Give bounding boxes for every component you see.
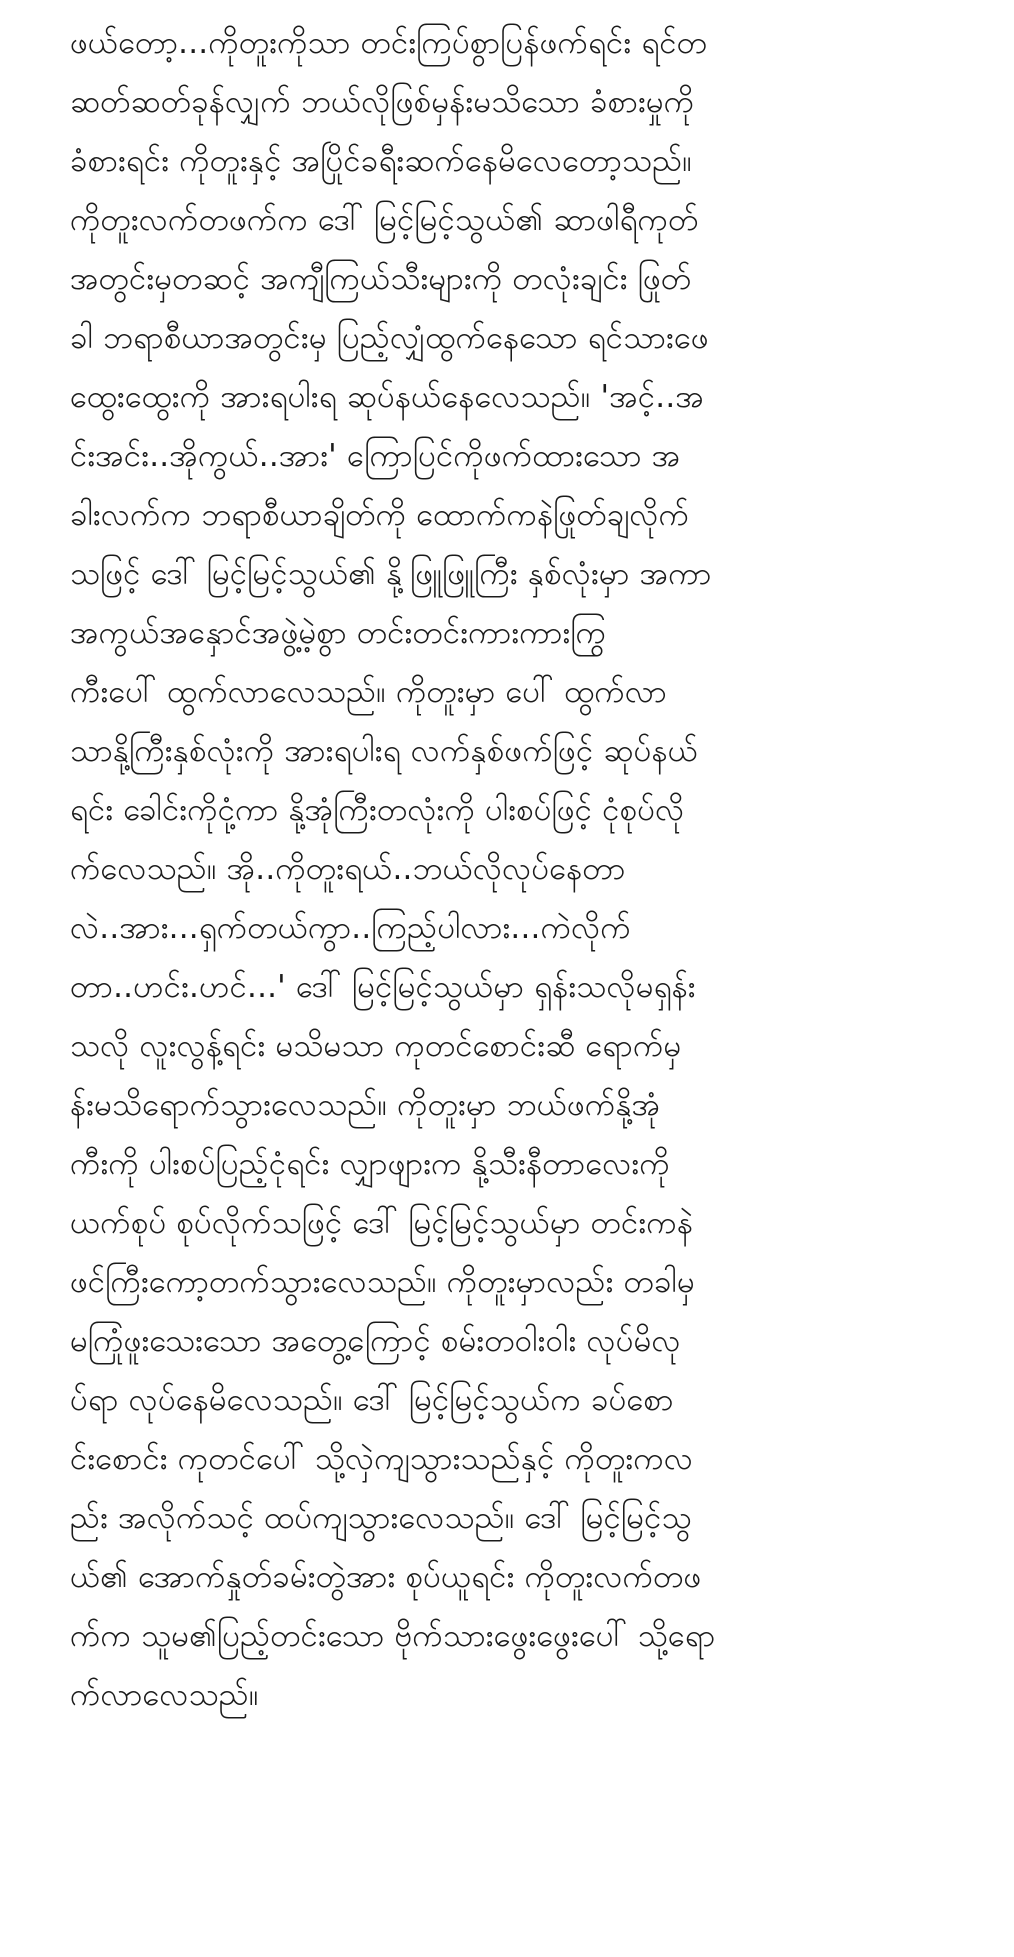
text-line: ထွေးထွေးကို အားရပါးရ ဆုပ်နယ်နေလေသည်။ 'အင့်..အ bbox=[70, 379, 705, 415]
text-line: ခါးလက်က ဘရာစီယာချိတ်ကို ထောက်ကနဲဖြုတ်ချလိုက် bbox=[70, 497, 690, 533]
text-line: ည်း အလိုက်သင့် ထပ်ကျသွားလေသည်။ ဒေါ် မြင့်မြင့်သွ bbox=[70, 1500, 692, 1536]
text-line: ယ်၏ အောက်နှုတ်ခမ်းတွဲအား စုပ်ယူရင်း ကိုတူးလက်တဖ bbox=[70, 1559, 702, 1595]
text-line: ရင်း ခေါင်းကိုငုံ့ကာ နို့အုံကြီးတလုံးကို ပါးစပ်ဖြင့် ငုံစုပ်လို bbox=[70, 792, 685, 828]
text-line: က်က သူမ၏ပြည့်တင်းသော ဗိုက်သားဖွေးဖွေးပေါ် သို့ရော bbox=[70, 1618, 716, 1654]
text-line: ဖယ်တော့...ကိုတူးကိုသာ တင်းကြပ်စွာပြန်ဖက်ရင်း ရင်တ bbox=[70, 25, 708, 61]
text-line: ကိုတူးလက်တဖက်က ဒေါ် မြင့်မြင့်သွယ်၏ ဆာဖါရီကုတ် bbox=[70, 202, 699, 238]
text-line: ဖင်ကြီးကော့တက်သွားလေသည်။ ကိုတူးမှာလည်း တခါမှ bbox=[70, 1264, 695, 1300]
text-line: သလို လူးလွန့်ရင်း မသိမသာ ကုတင်စောင်းဆီ ရောက်မှ bbox=[70, 1028, 682, 1064]
text-line: က်လာလေသည်။ bbox=[70, 1677, 259, 1713]
text-line: က်လေသည်။ အို..ကိုတူးရယ်..ဘယ်လိုလုပ်နေတာ bbox=[70, 851, 626, 887]
text-line: ခံစားရင်း ကိုတူးနှင့် အပြိုင်ခရီးဆက်နေမိလေတော့သည်။ bbox=[70, 143, 692, 179]
text-line: သာနို့ကြီးနှစ်လုံးကို အားရပါးရ လက်နှစ်ဖက်ဖြင့် ဆုပ်နယ် bbox=[70, 733, 699, 769]
text-line: န်းမသိရောက်သွားလေသည်။ ကိုတူးမှာ ဘယ်ဖက်နို့အုံ bbox=[70, 1087, 661, 1123]
text-line: အကွယ်အနှောင်အဖွဲ့မဲ့စွာ တင်းတင်းကားကားကြွ bbox=[70, 615, 607, 651]
text-line: ဆတ်ဆတ်ခုန်လျှက် ဘယ်လိုဖြစ်မှန်းမသိသော ခံစားမှုကို bbox=[70, 84, 695, 120]
text-line: င်းအင်း..အိုကွယ်..အား' ကြောပြင်ကိုဖက်ထားသော အ bbox=[70, 438, 681, 474]
text-line: ကီးပေါ် ထွက်လာလေသည်။ ကိုတူးမှာ ပေါ် ထွက်လာ bbox=[70, 674, 667, 710]
text-line: င်းစောင်း ကုတင်ပေါ် သို့လှဲကျသွားသည်နှင့် ကိုတူးကလ bbox=[70, 1441, 694, 1477]
text-line: ကီးကို ပါးစပ်ပြည့်ငုံရင်း လျှာဖျားက နို့သီးနီတာလေးကို bbox=[70, 1146, 670, 1182]
text-line: သဖြင့် ဒေါ် မြင့်မြင့်သွယ်၏ နို့ဖြူဖြူကြီး နှစ်လုံးမှာ အကာ bbox=[70, 556, 712, 592]
text-line: ယက်စုပ် စုပ်လိုက်သဖြင့် ဒေါ် မြင့်မြင့်သွယ်မှာ တင်းကနဲ bbox=[70, 1205, 694, 1241]
text-line: ခါ ဘရာစီယာအတွင်းမှ ပြည့်လျှံထွက်နေသော ရင်သားဖေ bbox=[70, 320, 709, 356]
text-line: ပ်ရာ လုပ်နေမိလေသည်။ ဒေါ် မြင့်မြင့်သွယ်က ခပ်စော bbox=[70, 1382, 674, 1418]
story-text bbox=[70, 14, 970, 1725]
text-line: မကြုံဖူးသေးသော အတွေ့ကြောင့် စမ်းတဝါးဝါး လုပ်မိလု bbox=[70, 1323, 681, 1359]
text-line: တာ..ဟင်း.ဟင်...' ဒေါ် မြင့်မြင့်သွယ်မှာ ရှန်းသလိုမရှန်း bbox=[70, 969, 696, 1005]
text-line: အတွင်းမှတဆင့် အကျီကြယ်သီးများကို တလုံးချင်း ဖြုတ် bbox=[70, 261, 692, 297]
text-line: လဲ..အား...ရှက်တယ်ကွာ..ကြည့်ပါလား...ကဲလိုက် bbox=[70, 910, 631, 946]
